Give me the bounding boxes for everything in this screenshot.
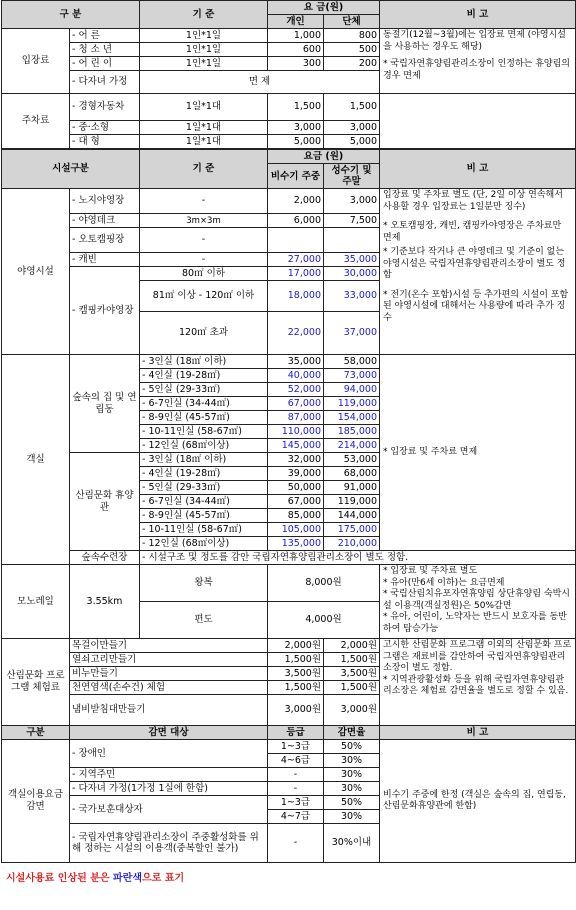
room-offpeak: 105,000 [268,523,324,537]
camping-car-peak: 33,000 [324,281,380,312]
camp-name: - 캐빈 [70,253,140,267]
room-standard: - 4인실 (19-28㎡) [140,467,268,481]
discount-rate: 50% [324,796,380,810]
header-discount-note: 비 고 [380,726,576,740]
room-standard: - 8-9인실 (45-57㎡) [140,411,268,425]
parking-name: - 경형자동차 [70,94,140,121]
entry-note-1: 동절기(12월~3월)에는 입장료 면제 (야영시설을 사용하는 경우도 해당) [383,30,566,52]
parking-individual: 5,000 [268,135,324,149]
header-discount-grade: 등급 [268,726,324,740]
program-offpeak: 3,500원 [268,667,324,681]
group-discount: 객실이용요금 감면 [2,740,70,863]
camp-offpeak [268,228,324,253]
program-name: 열쇠고리만들기 [70,653,268,667]
room-peak: 68,000 [324,467,380,481]
discount-target: - 국립자연휴양림관리소장이 주중활성화를 위해 정하는 시설의 이용객(중복할인 불가) [70,824,268,863]
room-standard: - 3인실 (18㎡ 이하) [140,453,268,467]
program-peak: 1,500원 [324,681,380,695]
entry-parking-table [1,0,576,149]
camp-standard: - [140,253,268,267]
discount-grade: 1~3급 [268,740,324,754]
room-offpeak: 85,000 [268,509,324,523]
camp-offpeak: 6,000 [268,214,324,228]
program-offpeak: 3,000원 [268,695,324,726]
room-offpeak: 32,000 [268,453,324,467]
camp-name: - 노지야영장 [70,189,140,214]
discount-target: - 장애인 [70,740,268,768]
program-offpeak: 2,000원 [268,639,324,653]
header-individual: 개인 [268,15,324,29]
discount-grade: 1~3급 [268,796,324,810]
entry-individual: 300 [268,57,324,71]
camp-name: - 오토캠핑장 [70,228,140,253]
parking-standard: 1일*1대 [140,94,268,121]
entry-standard: 1인*1일 [140,57,268,71]
room-peak: 73,000 [324,369,380,383]
camping-car-peak: 37,000 [324,312,380,355]
entry-name: - 어 른 [70,29,140,43]
entry-standard: 1인*1일 [140,43,268,57]
room-offpeak: 39,000 [268,467,324,481]
training-text: - 시설구조 및 정도를 감안 국립자연휴양림관리소장이 별도 정함. [140,551,576,565]
camp-peak: 7,500 [324,214,380,228]
monorail-standard: 편도 [140,602,268,639]
discount-rate: 30% [324,782,380,796]
header-group: 단체 [324,15,380,29]
room-peak: 53,000 [324,453,380,467]
program-note-2: * 지역관광활성화 등을 위해 국립자연휴양림관리소장은 체험료 감면율을 별도로 정할 수 있음. [383,674,569,696]
room-offpeak: 110,000 [268,425,324,439]
room-offpeak: 50,000 [268,481,324,495]
facility-fee-table [1,149,576,863]
camping-car-standard: 81㎡ 이상 - 120㎡ 이하 [140,281,268,312]
room-peak: 210,000 [324,537,380,551]
room-peak: 58,000 [324,355,380,369]
room-standard: - 5인실 (29-33㎡) [140,383,268,397]
camp-standard: - [140,228,268,253]
room-peak: 185,000 [324,425,380,439]
camping-car-standard: 120㎡ 초과 [140,312,268,355]
camp-note-1: 입장료 및 주차료 별도 (단, 2일 이상 연속해서 사용할 경우 입장료는 1일분만 징수) [383,190,563,212]
room-standard: - 3인실 (18㎡ 이하) [140,355,268,369]
monorail-note-4: * 유아, 어린이, 노약자는 반드시 보호자를 동반하여 탑승가능 [383,612,567,634]
program-peak: 2,000원 [324,639,380,653]
entry-group: 200 [324,57,380,71]
discount-target: - 지역주민 [70,768,268,782]
camping-car-standard: 80㎡ 이하 [140,267,268,281]
group-rooms: 객실 [2,355,70,565]
parking-name: - 중·소형 [70,121,140,135]
room-standard: - 12인실 (68㎡이상) [140,537,268,551]
header-discount-target: 감면 대상 [70,726,268,740]
discount-grade: - [268,782,324,796]
parking-group: 1,500 [324,94,380,121]
program-note [380,639,576,726]
monorail-fee: 4,000원 [268,602,380,639]
entry-individual: 1,000 [268,29,324,43]
room-peak: 144,000 [324,509,380,523]
group-program: 산림문화 프로그램 체험료 [2,639,70,726]
room-offpeak: 35,000 [268,355,324,369]
parking-note [380,94,576,149]
header-gubun: 구 분 [2,1,140,29]
room-offpeak: 135,000 [268,537,324,551]
entry-name: - 청 소 년 [70,43,140,57]
footer-legend [6,869,576,884]
discount-grade: 4~7급 [268,810,324,824]
monorail-note-3: * 국립산림치유포자연휴양림 상단휴양림 숙박시설 이용객(객실정원)은 50%감면 [383,589,570,611]
entry-group: 500 [324,43,380,57]
room-standard: - 12인실 (68㎡이상) [140,439,268,453]
camp-standard: - [140,189,268,214]
camp-peak: 35,000 [324,253,380,267]
room-offpeak: 67,000 [268,397,324,411]
discount-rate: 30%이내 [324,824,380,863]
camp-note [380,189,576,355]
entry-exempt: 면 제 [140,71,380,94]
group-parking: 주차료 [2,94,70,149]
header-fee: 요 금(원) [268,1,380,15]
discount-note: 비수기 주중에 한정 (객실은 숲속의 집, 연립동, 산림문화휴양관에 한함) [380,740,576,863]
camp-offpeak: 2,000 [268,189,324,214]
discount-grade: 4~6급 [268,754,324,768]
header-discount-gubun: 구분 [2,726,70,740]
camp-note-2: * 오토캠핑장, 캐빈, 캠핑카야영장은 주차료만 면제 [383,221,562,243]
parking-individual: 3,000 [268,121,324,135]
room-standard: - 6-7인실 (34-44㎡) [140,495,268,509]
parking-standard: 1일*1대 [140,135,268,149]
room-standard: - 10-11인실 (58-67㎡) [140,523,268,537]
footer-text-2: 으로 표기 [142,873,185,884]
discount-target: - 국가보훈대상자 [70,796,268,824]
program-name: 목걸이만들기 [70,639,268,653]
header-discount-rate: 감면율 [324,726,380,740]
room-note: * 입장료 및 주차료 면제 [380,355,576,551]
entry-standard: 1인*1일 [140,29,268,43]
camp-note-3: * 기준보다 작거나 큰 야영데크 및 기준이 없는 야영시설은 국립자연휴양림관리소장이 별도 정함 [383,247,566,280]
program-offpeak: 1,500원 [268,653,324,667]
sub-culture-hall: 산림문화 휴양관 [70,453,140,551]
program-peak: 1,500원 [324,653,380,667]
room-standard: - 8-9인실 (45-57㎡) [140,509,268,523]
camp-offpeak: 27,000 [268,253,324,267]
entry-group: 800 [324,29,380,43]
parking-group: 5,000 [324,135,380,149]
entry-individual: 600 [268,43,324,57]
camp-name: - 야영데크 [70,214,140,228]
footer-text-blue: 파란색 [113,873,143,884]
room-peak: 91,000 [324,481,380,495]
room-offpeak: 145,000 [268,439,324,453]
room-standard: - 5인실 (29-33㎡) [140,481,268,495]
header-note: 비 고 [380,1,576,29]
sub-training-center: 숲속수련장 [70,551,140,565]
group-camping: 야영시설 [2,189,70,355]
monorail-note-2: * 유아(만6세 이하)는 요금면제 [383,577,505,588]
room-standard: - 10-11인실 (58-67㎡) [140,425,268,439]
program-offpeak: 1,500원 [268,681,324,695]
room-peak: 119,000 [324,397,380,411]
header-offpeak: 비수기 주중 [268,164,324,189]
entry-note [380,29,576,94]
header-peak: 성수기 및 주말 [324,164,380,189]
camping-car-offpeak: 17,000 [268,267,324,281]
group-monorail: 모노레일 [2,565,70,639]
program-peak: 3,500원 [324,667,380,681]
monorail-standard: 왕복 [140,565,268,602]
discount-rate: 30% [324,810,380,824]
program-name: 비누만들기 [70,667,268,681]
header-note: 비 고 [380,150,576,189]
room-peak: 175,000 [324,523,380,537]
footer-text-1: 시설사용료 인상된 분은 [6,873,114,884]
room-peak: 214,000 [324,439,380,453]
room-standard: - 6-7인실 (34-44㎡) [140,397,268,411]
entry-name: - 다자녀 가정 [70,71,140,94]
header-standard: 기 준 [140,150,268,189]
discount-grade: - [268,768,324,782]
room-peak: 119,000 [324,495,380,509]
discount-rate: 30% [324,754,380,768]
header-facility: 시설구분 [2,150,140,189]
camping-car-name: - 캠핑카야영장 [70,267,140,355]
parking-name: - 대 형 [70,135,140,149]
discount-target: - 다자녀 가정(1가정 1실에 한함) [70,782,268,796]
program-note-1: 고시한 산림문화 프로그램 이외의 산림문화 프로그램은 재료비를 감안하여 국립자연휴양림관리소장이 별도 정함. [383,640,572,673]
room-standard: - 4인실 (19-28㎡) [140,369,268,383]
room-offpeak: 52,000 [268,383,324,397]
monorail-note [380,565,576,639]
camping-car-offpeak: 18,000 [268,281,324,312]
monorail-distance: 3.55km [70,565,140,639]
parking-standard: 1일*1대 [140,121,268,135]
program-peak: 3,000원 [324,695,380,726]
parking-group: 3,000 [324,121,380,135]
discount-rate: 30% [324,768,380,782]
camping-car-offpeak: 22,000 [268,312,324,355]
discount-rate: 50% [324,740,380,754]
program-name: 냄비받침대만들기 [70,695,268,726]
header-fee: 요금 (원) [268,150,380,164]
camp-peak: 3,000 [324,189,380,214]
monorail-fee: 8,000원 [268,565,380,602]
camp-peak [324,228,380,253]
camp-note-4: * 전기(온수 포함)시설 등 추가편의 시설이 포함된 야영시설에 대해서는 사용량에 따라 추가 징수 [383,289,569,323]
group-entry: 입장료 [2,29,70,94]
discount-grade: - [268,824,324,863]
room-offpeak: 87,000 [268,411,324,425]
monorail-note-1: * 입장료 및 주차료 별도 [383,566,478,576]
camping-car-peak: 30,000 [324,267,380,281]
room-offpeak: 67,000 [268,495,324,509]
program-name: 천연염색(손수건) 체험 [70,681,268,695]
camp-standard: 3m×3m [140,214,268,228]
sub-forest-house: 숲속의 집 및 연립동 [70,355,140,453]
room-peak: 94,000 [324,383,380,397]
entry-note-2: * 국립자연휴양림관리소장이 인정하는 휴양림의 경우 면제 [383,59,570,81]
header-standard: 기 준 [140,1,268,29]
room-offpeak: 40,000 [268,369,324,383]
parking-individual: 1,500 [268,94,324,121]
entry-name: - 어 린 이 [70,57,140,71]
room-peak: 154,000 [324,411,380,425]
